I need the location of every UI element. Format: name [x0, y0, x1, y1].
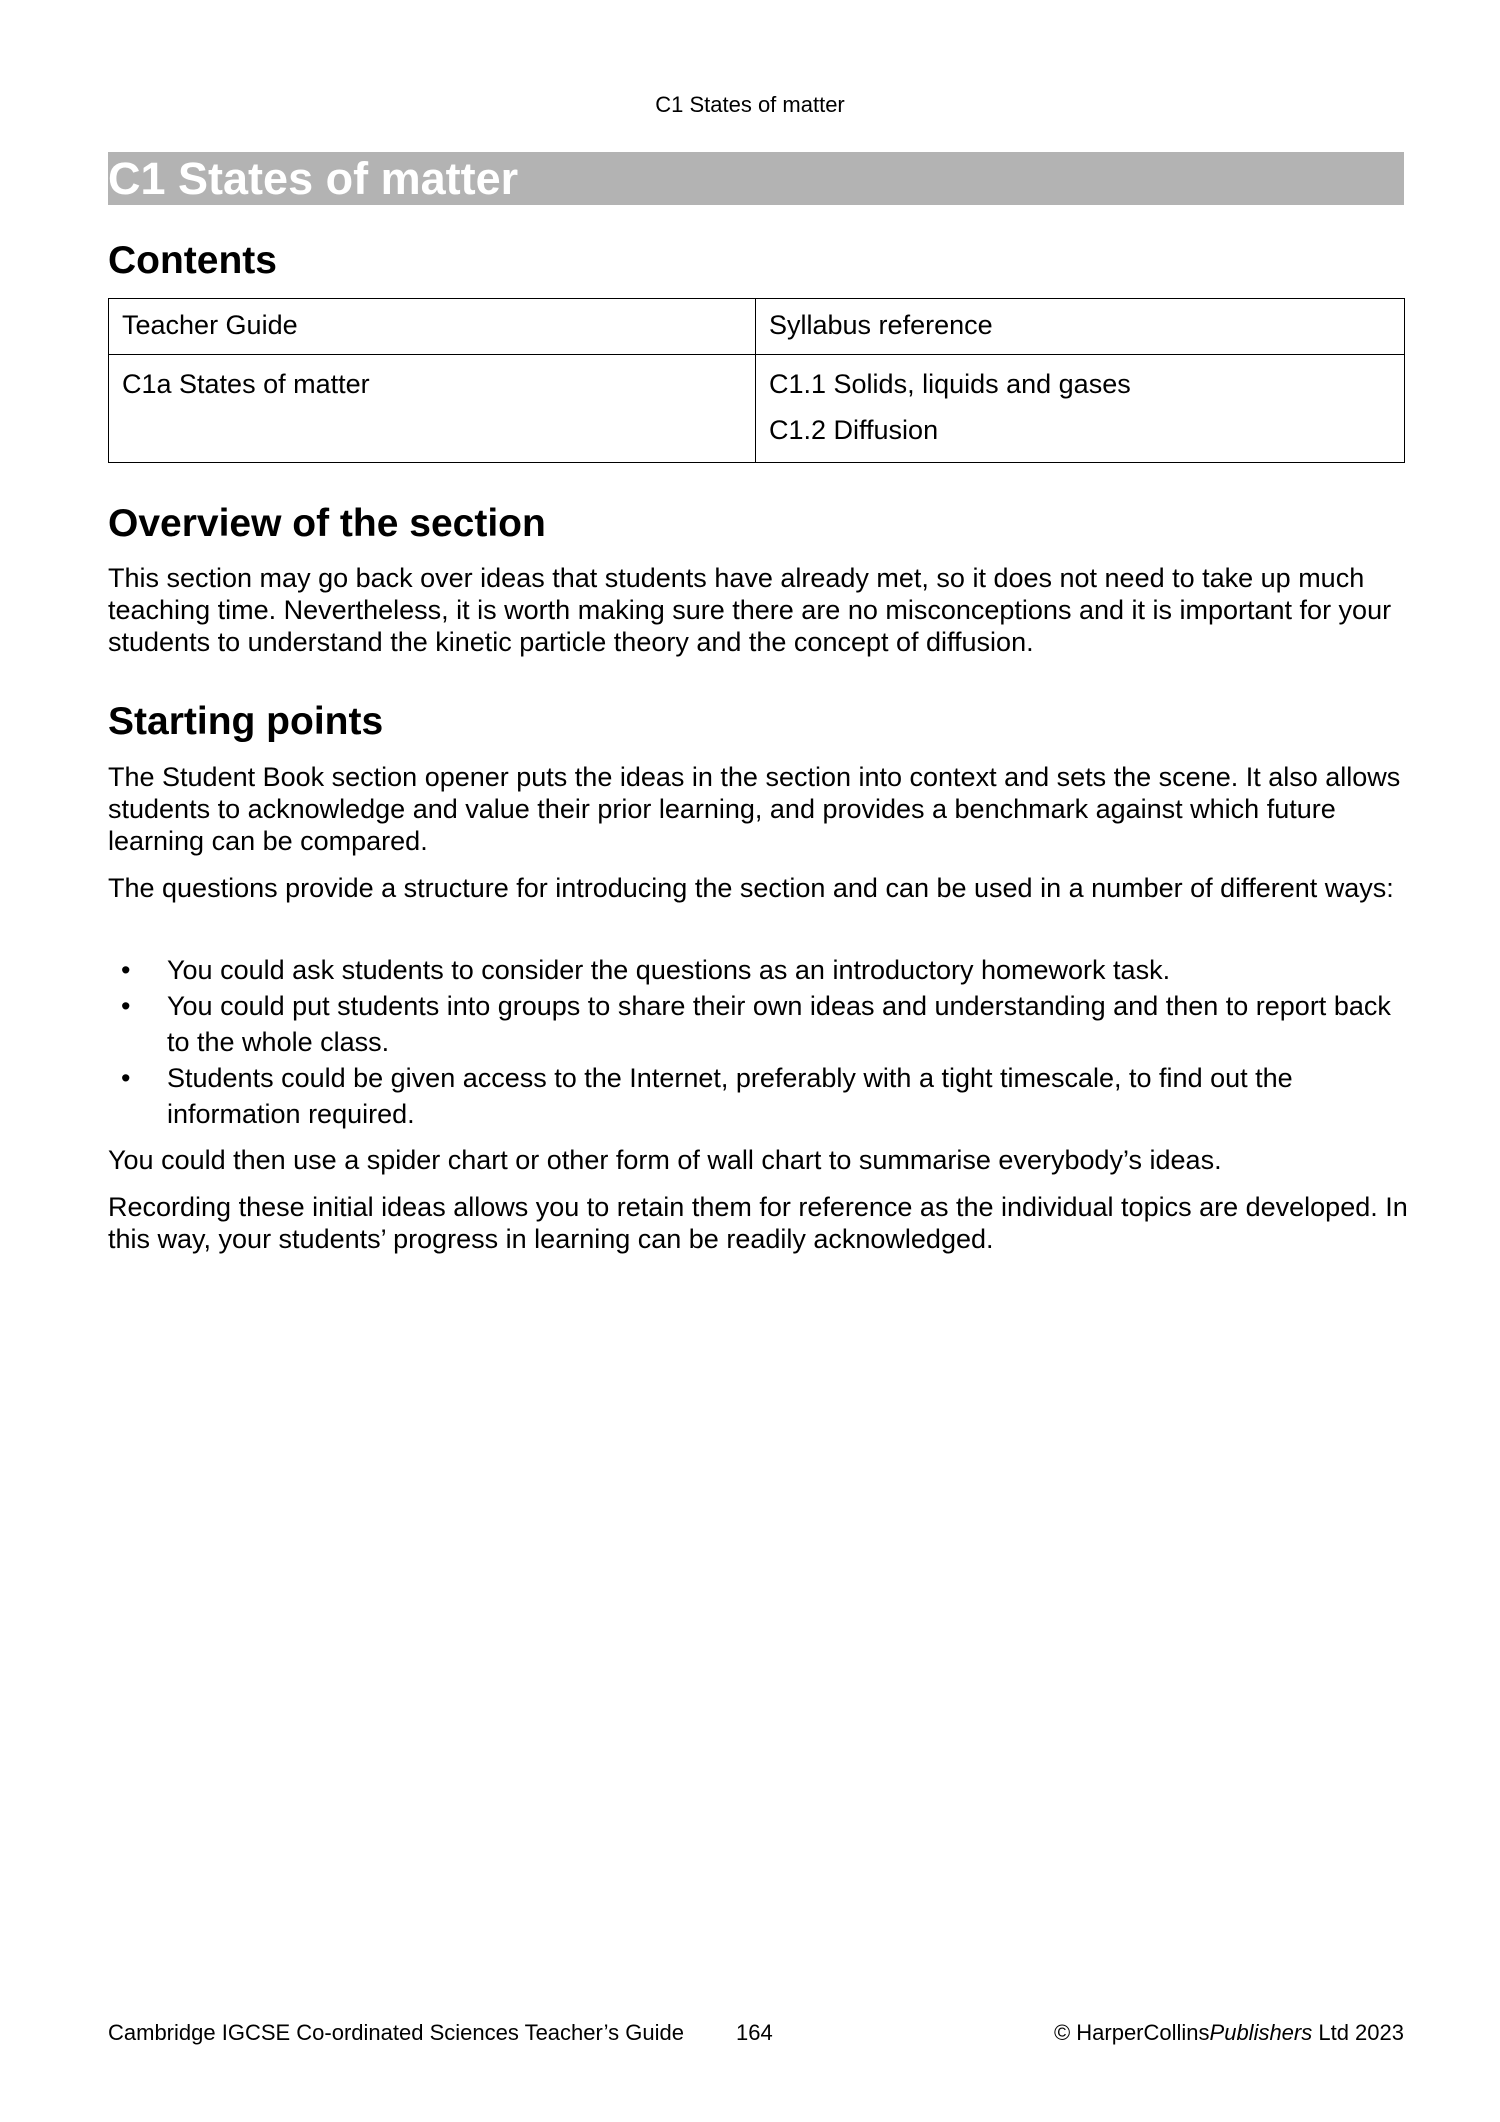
footer-copyright [1054, 2020, 1404, 2046]
bullet-icon: • [121, 955, 131, 985]
section-banner [108, 152, 1404, 205]
footer-book-title: Cambridge IGCSE Co-ordinated Sciences Teacher’s Guide [108, 2020, 684, 2045]
starting-points-paragraph: Recording these initial ideas allows you to retain them for reference as the individual topics are developed. In this way, your students’ progress in learning can be readily acknowledged. [108, 1192, 1408, 1254]
list-item [108, 952, 1408, 988]
list-item-text: You could put students into groups to share their own ideas and understanding and then to report back to the whole class. [167, 991, 1391, 1057]
overview-heading: Overview of the section [108, 502, 546, 545]
list-item [108, 988, 1408, 1060]
list-item-text: You could ask students to consider the questions as an introductory homework task. [167, 955, 1171, 985]
contents-table [108, 298, 1405, 463]
table-header-cell: Syllabus reference [756, 299, 1405, 355]
table-header-row [109, 299, 1405, 355]
bullet-list [108, 952, 1408, 1132]
starting-points-paragraph: You could then use a spider chart or other form of wall chart to summarise everybody’s ideas. [108, 1145, 1222, 1175]
table-cell-text: C1a States of matter [122, 369, 370, 399]
bullet-icon: • [121, 1063, 131, 1093]
overview-paragraph: This section may go back over ideas that students have already met, so it does not need to take up much teaching time. Nevertheless, it is worth making sure there are no misconceptions and it is important for your students to understand the kinetic particle theory and the concept of diffusion. [108, 563, 1392, 657]
table-cell [109, 355, 756, 463]
table-cell [756, 355, 1405, 463]
footer-page-number: 164 [736, 2020, 773, 2045]
running-head: C1 States of matter [655, 92, 845, 117]
copyright-prefix: © HarperCollins [1053, 2020, 1210, 2045]
section-title: C1 States of matter [108, 153, 519, 204]
starting-points-heading: Starting points [108, 700, 384, 743]
list-item-text: Students could be given access to the Internet, preferably with a tight timescale, to find out the information required. [167, 1063, 1293, 1129]
list-item [108, 1060, 1408, 1132]
starting-points-paragraph: The questions provide a structure for introducing the section and can be used in a number of different ways: [108, 873, 1394, 903]
bullet-icon: • [121, 991, 131, 1021]
table-row [109, 355, 1405, 463]
copyright-suffix: Ltd 2023 [1312, 2020, 1404, 2045]
table-header-cell: Teacher Guide [109, 299, 756, 355]
contents-heading: Contents [108, 239, 277, 282]
syllabus-ref: C1.1 Solids, liquids and gases [769, 369, 1131, 399]
copyright-italic: Publishers [1209, 2020, 1313, 2045]
syllabus-ref: C1.2 Diffusion [769, 415, 939, 445]
starting-points-paragraph: The Student Book section opener puts the ideas in the section into context and sets the scene. It also allows students to acknowledge and value their prior learning, and provides a benchmark against which future learning can be compared. [108, 762, 1401, 856]
